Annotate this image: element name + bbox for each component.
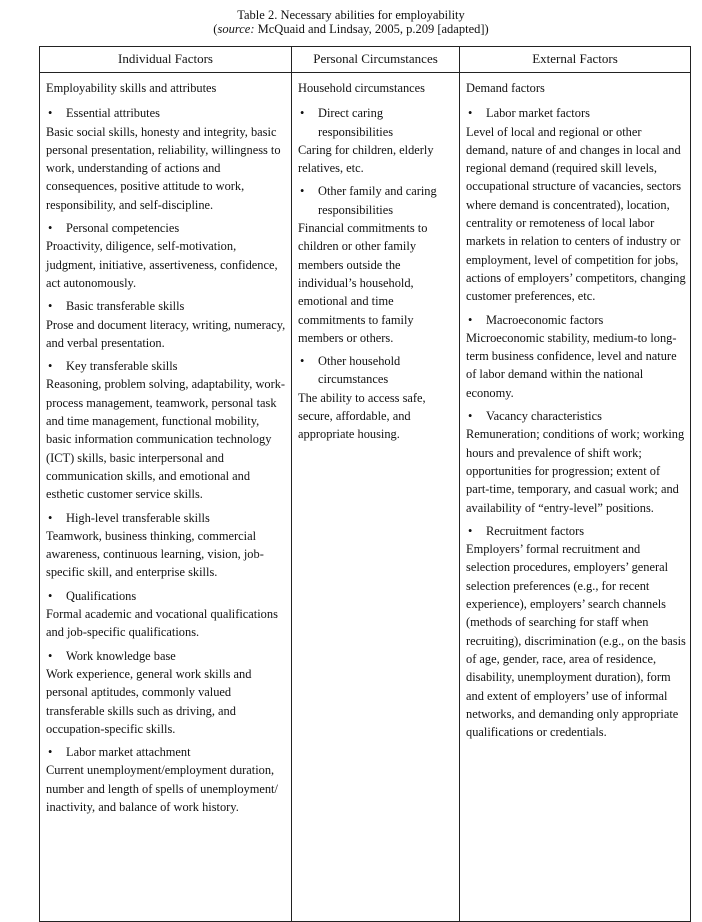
factor-label: Essential attributes: [66, 106, 160, 121]
bullet-icon: •: [48, 588, 53, 603]
factor-heading: [46, 587, 287, 605]
factor-section: [298, 352, 455, 443]
factor-label: Vacancy characteristics: [486, 409, 602, 424]
factor-description: Work experience, general work skills and personal aptitudes, commonly valued transferable skills such as driving, and occupation-specific skills.: [46, 666, 252, 736]
bullet-icon: •: [468, 312, 473, 327]
caption-title: Table 2. Necessary abilities for employability: [237, 8, 465, 22]
bullet-icon: •: [48, 745, 53, 760]
personal-circumstances-cell: [292, 73, 460, 922]
factor-section: [46, 219, 287, 292]
bullet-icon: •: [48, 359, 53, 374]
factor-description: Caring for children, elderly relatives, etc.: [298, 142, 434, 176]
factor-description: The ability to access safe, secure, affordable, and appropriate housing.: [298, 390, 426, 442]
factor-heading: [46, 743, 287, 761]
factor-label: Macroeconomic factors: [486, 312, 604, 327]
factor-label: Labor market factors: [486, 106, 590, 121]
factor-description: Reasoning, problem solving, adaptability, work-process management, teamwork, personal task and time management, functional mobility, basic information communication technology (ICT) skills, basic interpersonal and communication skills, and emotional and esthetic customer service skills.: [46, 377, 286, 502]
factor-label: Direct caring responsibilities: [318, 106, 394, 139]
factor-label: Key transferable skills: [66, 359, 178, 374]
bullet-icon: •: [48, 510, 53, 525]
external-factors-cell: [460, 73, 691, 922]
factor-section: [46, 357, 287, 503]
factor-description: Current unemployment/employment duration, number and length of spells of unemployment/ inactivity, and balance of work history.: [46, 763, 278, 814]
factor-description: Microeconomic stability, medium-to long-term business confidence, level and nature of labor demand within the national economy.: [466, 330, 677, 400]
table-header-row: [40, 47, 691, 73]
factor-label: High-level transferable skills: [66, 510, 210, 525]
factor-heading: [466, 522, 686, 540]
factor-heading: [298, 104, 455, 141]
factor-section: [466, 522, 686, 742]
factor-section: [46, 104, 287, 214]
factor-heading: [46, 104, 287, 122]
factor-section: [298, 104, 455, 177]
bullet-icon: •: [300, 184, 305, 199]
bullet-icon: •: [300, 106, 305, 121]
individual-factors-cell: [40, 73, 292, 922]
factor-label: Personal competencies: [66, 221, 180, 236]
factor-section: [466, 104, 686, 305]
factor-description: Teamwork, business thinking, commercial awareness, continuous learning, vision, job-specific skill, and enterprise skills.: [46, 528, 264, 580]
factor-description: Proactivity, diligence, self-motivation, judgment, initiative, assertiveness, confidence, act autonomously.: [46, 239, 278, 290]
caption-source: (source: McQuaid and Lindsay, 2005, p.209 [adapted]): [213, 22, 489, 36]
factor-section: [46, 297, 287, 352]
individual-factors-title: Employability skills and attributes: [46, 81, 217, 95]
factor-heading: [46, 357, 287, 375]
factor-description: Basic social skills, honesty and integrity, basic personal presentation, reliability, willingness to work, understanding of actions and consequences, positive attitude to work, responsibility, and self-discipline.: [46, 124, 281, 212]
factor-heading: [46, 219, 287, 237]
external-factors-title: Demand factors: [466, 81, 545, 95]
bullet-icon: •: [48, 221, 53, 236]
bullet-icon: •: [48, 299, 53, 314]
factor-heading: [46, 297, 287, 315]
bullet-icon: •: [300, 354, 305, 369]
factor-description: Level of local and regional or other demand, nature of and changes in local and regional demand (required skill levels, occupational structure of vacancies, sectors where demand is concentrated), location, centrality or remoteness of local labor markets in relation to centers of industry or employment, level of competition for jobs, actions of employers’ competitors, changing customer preferences, etc.: [466, 124, 686, 304]
factor-section: [298, 182, 455, 347]
factor-label: Recruitment factors: [486, 523, 585, 538]
table-caption: [0, 0, 702, 36]
bullet-icon: •: [468, 106, 473, 121]
factor-label: Other household circumstances: [318, 354, 401, 387]
factor-label: Work knowledge base: [66, 648, 176, 663]
factor-description: Prose and document literacy, writing, numeracy, and verbal presentation.: [46, 317, 286, 350]
factor-heading: [466, 311, 686, 329]
factor-label: Labor market attachment: [66, 745, 191, 760]
table-body-row: [40, 73, 691, 922]
bullet-icon: •: [468, 409, 473, 424]
header-personal-circumstances: Personal Circumstances: [292, 47, 460, 73]
employability-table: [39, 46, 691, 922]
factor-label: Qualifications: [66, 588, 137, 603]
factor-heading: [466, 104, 686, 122]
factor-section: [46, 587, 287, 642]
factor-section: [46, 509, 287, 582]
bullet-icon: •: [48, 648, 53, 663]
factor-heading: [466, 407, 686, 425]
bullet-icon: •: [48, 106, 53, 121]
caption-source-label: source:: [217, 22, 255, 36]
factor-label: Other family and caring responsibilities: [318, 184, 437, 217]
caption-source-ref: McQuaid and Lindsay, 2005, p.209 [adapted]): [254, 22, 489, 36]
factor-description: Employers’ formal recruitment and selection procedures, employers’ general selection preferences (e.g., for recent experience), employers’ search channels (methods of searching for staff when recruiting), discrimination (e.g., on the basis of age, gender, race, area of residence, disability, unemployment duration), form and extent of employers’ use of informal networks, and demanding only appropriate qualifications or credentials.: [466, 542, 686, 740]
factor-section: [46, 743, 287, 816]
bullet-icon: •: [468, 523, 473, 538]
header-individual-factors: Individual Factors: [40, 47, 292, 73]
factor-heading: [298, 182, 455, 219]
factor-heading: [46, 509, 287, 527]
factor-section: [466, 311, 686, 402]
factor-description: Formal academic and vocational qualifications and job-specific qualifications.: [46, 607, 278, 640]
factor-label: Basic transferable skills: [66, 299, 185, 314]
factor-description: Remuneration; conditions of work; working hours and prevalence of shift work; opportunities for progression; extent of part-time, temporary, and casual work; and availability of “entry-level” positions.: [466, 427, 685, 515]
factor-section: [46, 647, 287, 738]
factor-heading: [298, 352, 455, 389]
factor-section: [466, 407, 686, 517]
factor-heading: [46, 647, 287, 665]
factor-description: Financial commitments to children or other family members outside the individual’s household, emotional and time commitments to family members or others.: [298, 221, 428, 345]
personal-circumstances-title: Household circumstances: [298, 81, 425, 95]
header-external-factors: External Factors: [460, 47, 691, 73]
